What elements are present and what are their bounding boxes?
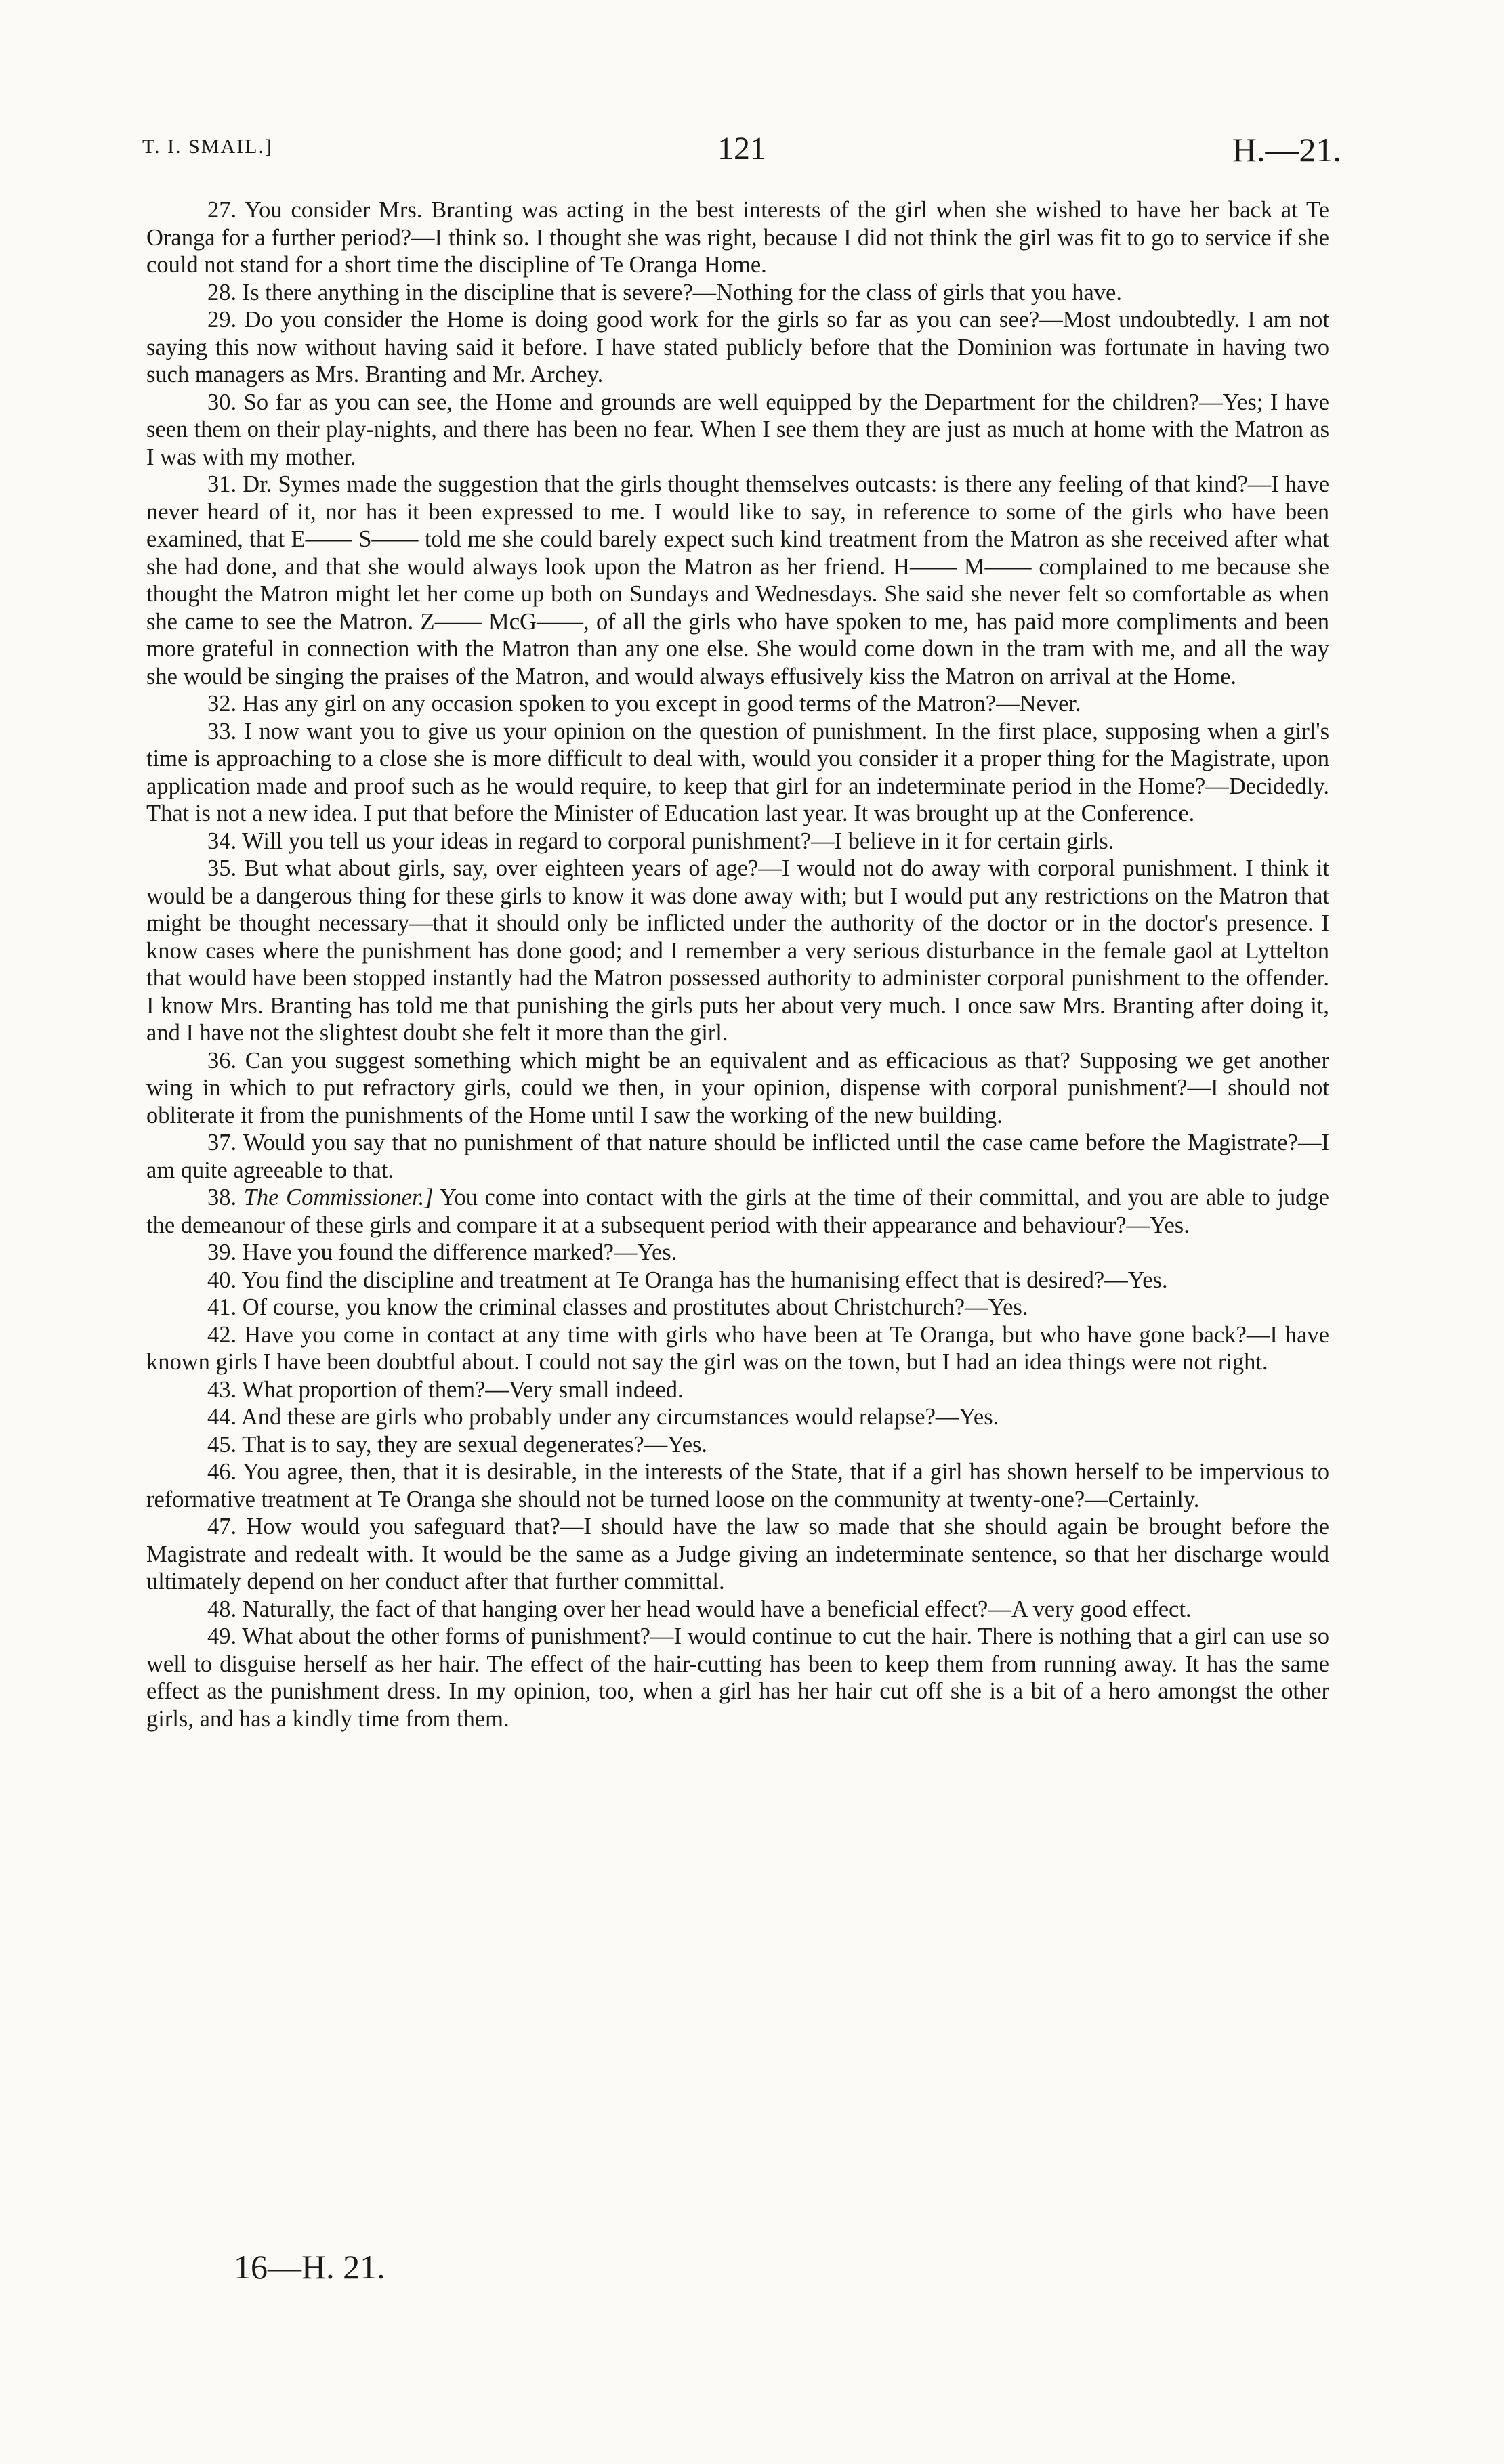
question-text: But what about girls, say, over eighteen years of age?—I would not do away with corporal punishment. I think it would be a dangerous thing for these girls to know it was done away with; but I would put any restrictions on the Matron that might be thought necessary—that it should only be inflicted under the authority of the doctor or in the doctor's presence. I know cases where the punishment has done good; and I remember a very serious disturbance in the female gaol at Lyttelton that would have been stopped instantly had the Matron possessed authority to administer corporal punishment to the offender. I know Mrs. Branting has told me that punishing the girls puts her about very much. I once saw Mrs. Branting after doing it, and I have not the slightest doubt she felt it more than the girl.	[146, 855, 1330, 1046]
question-text: Have you come in contact at any time with girls who have been at Te Oranga, but who have gone back?—I have known girls I have been doubtful about. I could not say the girl was on the town, but I had an idea things were not right.	[146, 1321, 1329, 1375]
question-number: 49.	[207, 1623, 237, 1649]
document-code: H.—21.	[1232, 131, 1341, 169]
question-paragraph	[146, 1129, 1329, 1184]
question-number: 41.	[207, 1294, 237, 1320]
question-number: 34.	[207, 828, 237, 854]
question-number: 47.	[207, 1514, 237, 1539]
question-paragraph	[146, 1458, 1329, 1513]
question-paragraph	[146, 1294, 1329, 1321]
question-text: How would you safeguard that?—I should have the law so made that she should again be brought before the Magistrate and redealt with. It would be the same as a Judge giving an indeterminate sentence, so that her discharge would ultimately depend on her conduct after that further committal.	[146, 1514, 1329, 1594]
question-number: 45.	[207, 1431, 237, 1458]
question-text: Naturally, the fact of that hanging over her head would have a beneficial effect?—A very good effect.	[242, 1596, 1192, 1622]
question-paragraph	[146, 828, 1329, 855]
question-text: Is there anything in the discipline that is severe?—Nothing for the class of girls that you have.	[242, 279, 1122, 305]
page-number: 121	[717, 131, 766, 167]
question-text: So far as you can see, the Home and grounds are well equipped by the Department for the children?—Yes; I have seen them on their play-nights, and there has been no fear. When I see them they are just as much at home with the Matron as I was with my mother.	[146, 389, 1329, 470]
question-number: 29.	[207, 307, 237, 333]
question-text: You find the discipline and treatment at Te Oranga has the humanising effect that is desired?—Yes.	[241, 1267, 1168, 1293]
speaker-label: The Commissioner.]	[243, 1185, 434, 1210]
question-paragraph	[146, 1596, 1329, 1623]
question-paragraph	[146, 279, 1329, 307]
question-text: Have you found the difference marked?—Yes.	[242, 1239, 677, 1265]
question-paragraph	[146, 1321, 1329, 1376]
question-number: 40.	[207, 1267, 237, 1293]
question-number: 27.	[207, 197, 237, 223]
question-paragraph	[146, 1267, 1329, 1294]
question-paragraph	[146, 1047, 1329, 1130]
question-text: And these are girls who probably under any circumstances would relapse?—Yes.	[241, 1404, 999, 1430]
question-number: 30.	[207, 389, 237, 415]
question-text: Would you say that no punishment of that nature should be inflicted until the case came before the Magistrate?—I am quite agreeable to that.	[146, 1130, 1329, 1183]
question-paragraph	[146, 1239, 1329, 1267]
question-paragraph	[146, 1403, 1329, 1431]
question-paragraph	[146, 1431, 1329, 1459]
question-text: Can you suggest something which might be an equivalent and as efficacious as that? Supposing we get another wing in which to put refractory girls, could we then, in your opinion, dispense with corporal punishment?—I should not obliterate it from the punishments of the Home until I saw the working of the new building.	[146, 1047, 1329, 1128]
question-text: You agree, then, that it is desirable, in the interests of the State, that if a girl has shown herself to be impervious to reformative treatment at Te Oranga she should not be turned loose on the community at twenty-one?—Certainly.	[146, 1459, 1329, 1512]
question-paragraph	[146, 690, 1329, 718]
question-paragraph	[146, 1623, 1329, 1733]
question-text: What proportion of them?—Very small indeed.	[242, 1376, 684, 1403]
question-text: Dr. Symes made the suggestion that the girls thought themselves outcasts: is there any feeling of that kind?—I have never heard of it, nor has it been expressed to me. I would like to say, in reference to some of the girls who have been examined, that E—— S—— told me she could barely expect such kind treatment from the Matron as she received after what she had done, and that she would always look upon the Matron as her friend. H—— M—— complained to me because she thought the Matron might let her come up both on Sundays and Wednesdays. She said she never felt so comfortable as when she came to see the Matron. Z—— McG——, of all the girls who have spoken to me, has paid more compliments and been more grateful in connection with the Matron than any one else. She would come down in the tram with me, and all the way she would be singing the praises of the Matron, and would always effusively kiss the Matron on arrival at the Home.	[146, 471, 1330, 689]
question-paragraph	[146, 471, 1329, 690]
question-text: Do you consider the Home is doing good work for the girls so far as you can see?—Most undoubtedly. I am not saying this now without having said it before. I have stated publicly before that the Dominion was fortunate in having two such managers as Mrs. Branting and Mr. Archey.	[146, 307, 1330, 387]
testimony-body	[146, 196, 1329, 1733]
witness-name: T. I. SMAIL.]	[142, 135, 273, 158]
question-number: 43.	[207, 1376, 237, 1403]
question-number: 35.	[207, 855, 237, 881]
question-paragraph	[146, 306, 1329, 389]
question-paragraph	[146, 855, 1329, 1047]
question-paragraph	[146, 1376, 1329, 1404]
question-paragraph	[146, 389, 1329, 471]
question-number: 48.	[207, 1596, 237, 1622]
signature-code: 16—H. 21.	[234, 2248, 385, 2286]
question-text: Has any girl on any occasion spoken to you except in good terms of the Matron?—Never.	[242, 691, 1081, 717]
question-text: Will you tell us your ideas in regard to corporal punishment?—I believe in it for certain girls.	[242, 828, 1114, 854]
question-number: 46.	[207, 1459, 237, 1485]
question-text: That is to say, they are sexual degenerates?—Yes.	[242, 1431, 708, 1458]
question-text: What about the other forms of punishment?—I would continue to cut the hair. There is nothing that a girl can use so well to disguise herself as her hair. The effect of the hair-cutting has been to keep them from running away. It has the same effect as the punishment dress. In my opinion, too, when a girl has her hair cut off she is a bit of a hero amongst the other girls, and has a kindly time from them.	[146, 1623, 1329, 1732]
page-header	[142, 130, 1341, 171]
question-number: 31.	[207, 471, 237, 497]
question-number: 42.	[207, 1321, 237, 1348]
question-number: 37.	[207, 1130, 237, 1155]
question-text: Of course, you know the criminal classes and prostitutes about Christchurch?—Yes.	[242, 1294, 1028, 1320]
question-number: 36.	[207, 1047, 237, 1074]
question-number: 32.	[207, 691, 237, 717]
question-number: 44.	[207, 1404, 237, 1430]
question-paragraph	[146, 1184, 1329, 1239]
question-number: 28.	[207, 279, 237, 305]
question-text: I now want you to give us your opinion on the question of punishment. In the first place, supposing when a girl's time is approaching to a close she is more difficult to deal with, would you consider it a proper thing for the Magistrate, upon application made and proof such as he would require, to keep that girl for an indeterminate period in the Home?—Decidedly. That is not a new idea. I put that before the Minister of Education last year. It was brought up at the Conference.	[146, 718, 1329, 826]
question-number: 39.	[207, 1239, 237, 1265]
question-number: 38.	[207, 1185, 237, 1210]
question-number: 33.	[207, 718, 237, 744]
question-paragraph	[146, 1513, 1329, 1596]
question-text: You consider Mrs. Branting was acting in the best interests of the girl when she wished to have her back at Te Oranga for a further period?—I think so. I thought she was right, because I did not think the girl was fit to go to service if she could not stand for a short time the discipline of Te Oranga Home.	[146, 197, 1329, 278]
question-text: You come into contact with the girls at the time of their committal, and you are able to judge the demeanour of these girls and compare it at a subsequent period with their appearance and behaviour?—Yes.	[146, 1185, 1329, 1238]
question-paragraph	[146, 718, 1329, 828]
question-paragraph	[146, 196, 1329, 279]
